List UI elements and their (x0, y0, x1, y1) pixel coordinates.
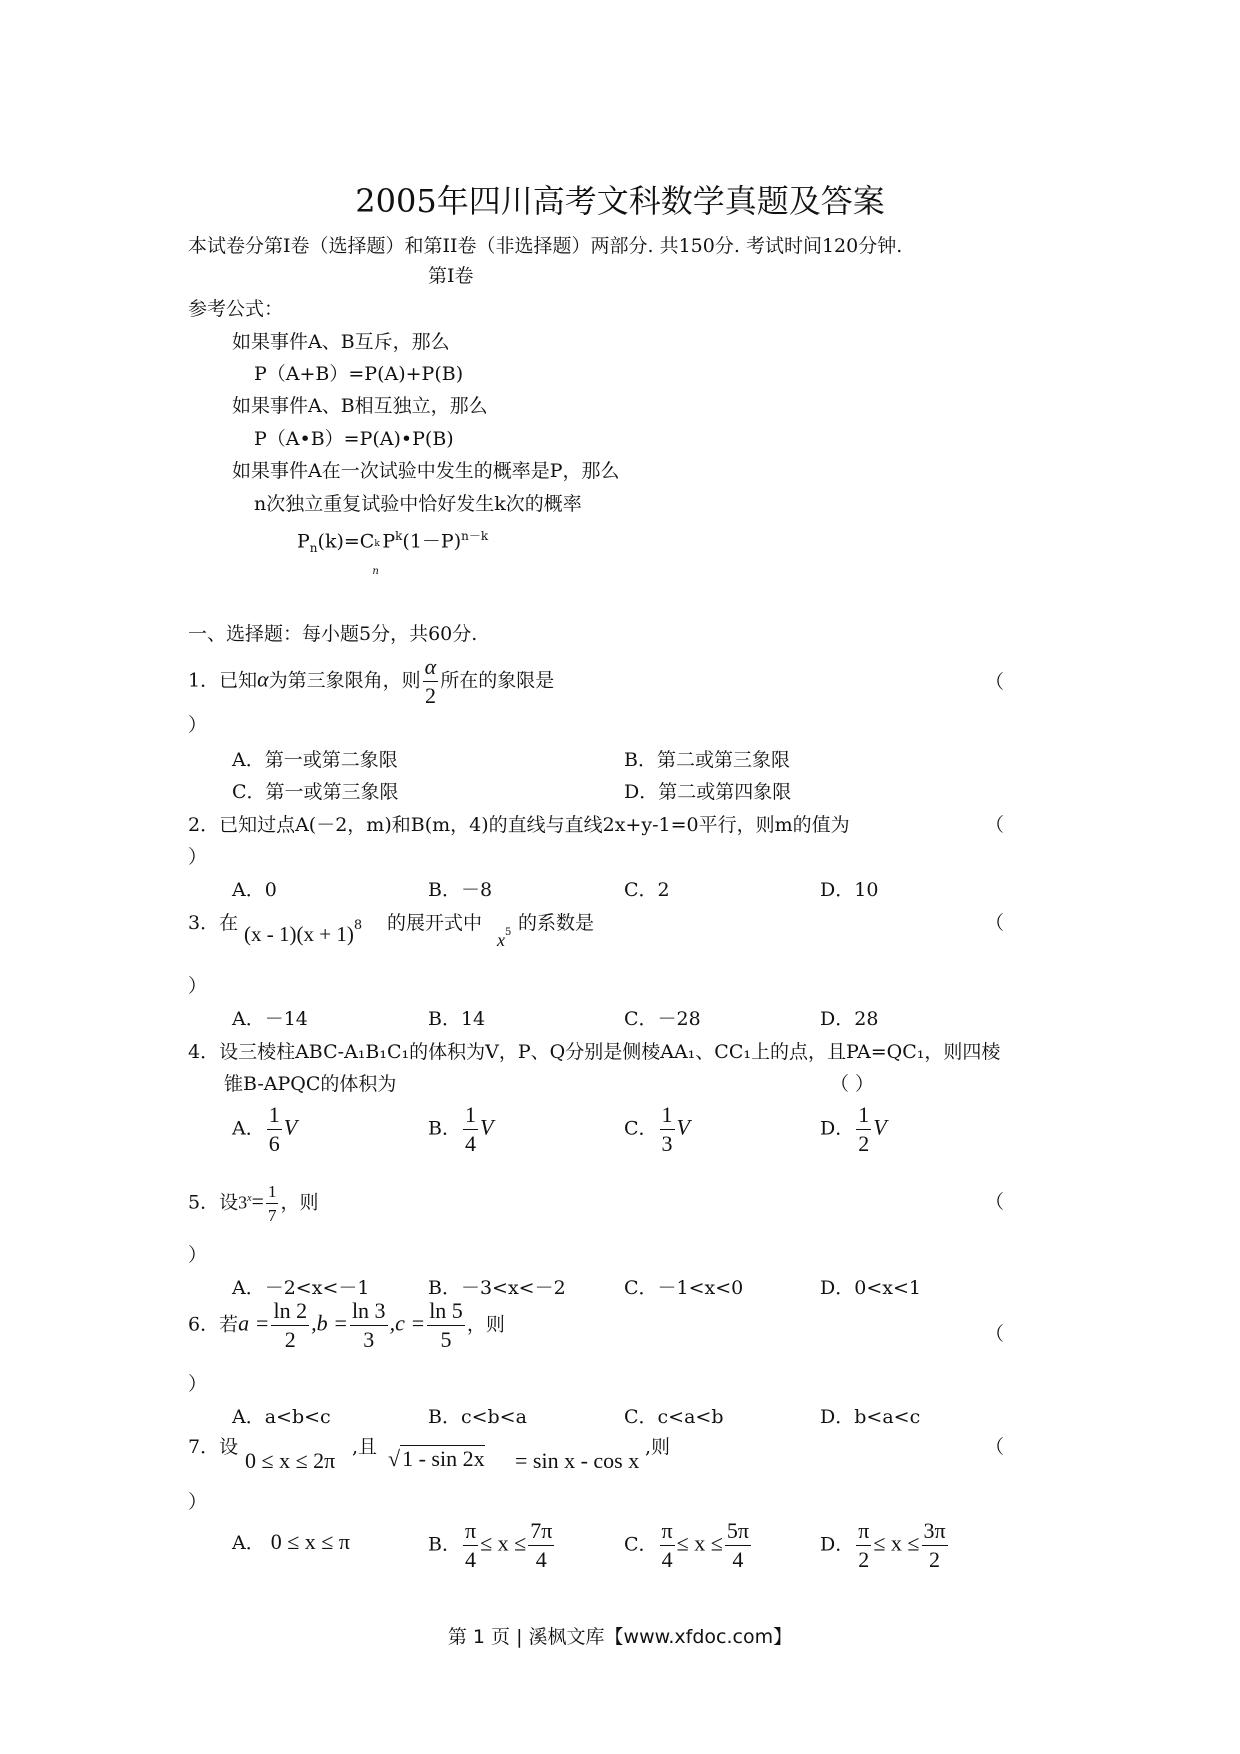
option-c: C．－1<x<0 (624, 1277, 744, 1299)
option-c (624, 1520, 753, 1571)
numerator: π (856, 1520, 871, 1546)
option-d: D．10 (820, 879, 879, 901)
question-text: 1．已知 (188, 669, 258, 692)
question-7-pre: 7．设 (188, 1436, 239, 1458)
denominator: 2 (929, 1547, 941, 1572)
option-label: D． (820, 1117, 855, 1140)
option-label: B． (428, 1117, 461, 1140)
denominator: 4 (661, 1547, 673, 1572)
option-label: C． (624, 1533, 658, 1556)
denominator: 6 (268, 1131, 280, 1156)
numerator: α (423, 656, 439, 682)
question-1-stem (188, 656, 554, 707)
fraction (856, 1520, 871, 1571)
option-d (820, 1520, 950, 1571)
denominator: 4 (465, 1547, 477, 1572)
option-b (428, 1104, 493, 1155)
option-d: D．第二或第四象限 (624, 781, 792, 803)
option-a: A．－14 (232, 1008, 308, 1030)
denominator: 5 (440, 1327, 452, 1352)
denominator: 3 (363, 1327, 375, 1352)
math-expression (497, 926, 512, 951)
fraction (463, 1104, 478, 1155)
formula-text: (1－P) (402, 530, 462, 553)
formula-line: 如果事件A、B互斥，那么 (232, 331, 450, 353)
math-symbol: V (283, 1114, 298, 1140)
math-exponent: 5 (505, 926, 512, 938)
denominator: 4 (464, 1131, 476, 1156)
math-text: ≤ x ≤ (676, 1530, 723, 1556)
answer-paren-close: ） (188, 975, 208, 997)
question-7-end: ,则 (645, 1436, 671, 1458)
option-d (820, 1104, 887, 1155)
option-a: A．－2<x<－1 (232, 1277, 370, 1299)
question-4-line1: 4．设三棱柱ABC-A₁B₁C₁的体积为V，P、Q分别是侧棱AA₁、CC₁上的点，且PA=QC₁，则四棱 (188, 1041, 1001, 1063)
math-text: ≤ x ≤ (873, 1530, 920, 1556)
part-heading: 第I卷 (428, 265, 474, 287)
answer-paren-open: （ (985, 1191, 1005, 1213)
option-a: A．第一或第二象限 (232, 749, 398, 771)
math-text: x (497, 930, 505, 950)
denominator: 4 (535, 1547, 547, 1572)
numerator: 1 (856, 1104, 871, 1130)
fraction (856, 1104, 871, 1155)
math-symbol: V (676, 1114, 690, 1140)
denominator: 2 (284, 1327, 296, 1352)
denominator: 3 (661, 1131, 673, 1156)
question-text: 为第三象限角，则 (268, 669, 421, 692)
denominator: 7 (267, 1206, 277, 1225)
intro-text: 本试卷分第I卷（选择题）和第II卷（非选择题）两部分. 共150分. 考试时间120分钟. (188, 235, 903, 257)
option-c: C．c<a<b (624, 1406, 724, 1428)
formula-line: n次独立重复试验中恰好发生k次的概率 (254, 493, 582, 515)
option-a: A．0 (232, 879, 277, 901)
section-heading: 一、选择题：每小题5分，共60分. (188, 623, 478, 645)
math-text: a = (238, 1310, 270, 1336)
question-5-stem (188, 1183, 318, 1224)
formula-line: P（A•B）=P(A)•P(B) (254, 428, 454, 450)
answer-paren-close: ） (188, 1491, 208, 1513)
math-text: ,c = (389, 1310, 426, 1336)
math-expression: 0 ≤ x ≤ 2π (245, 1448, 336, 1473)
formula-text: (k)=C (317, 530, 375, 553)
question-3-mid: 的展开式中 (387, 912, 483, 934)
option-a: A．a<b<c (232, 1406, 331, 1428)
option-b: B．第二或第三象限 (624, 749, 790, 771)
numerator: ln 2 (271, 1300, 309, 1326)
answer-paren-close: ） (188, 1373, 208, 1395)
page-footer: 第 1 页 | 溪枫文库【www.xfdoc.com】 (447, 1626, 793, 1648)
math-text: = (251, 1188, 264, 1214)
question-7-mid: ,且 (352, 1436, 378, 1458)
option-b: B．14 (428, 1008, 486, 1030)
question-3-end: 的系数是 (518, 912, 595, 934)
option-label: A． (232, 1532, 265, 1554)
fraction (423, 656, 439, 707)
option-d: D．28 (820, 1008, 879, 1030)
question-text: ，则 (280, 1191, 319, 1214)
question-2-stem: 2．已知过点A(－2，m)和B(m，4)的直线与直线2x+y-1=0平行，则m的值为 (188, 814, 850, 836)
option-c: C．2 (624, 879, 670, 901)
question-text: 所在的象限是 (440, 669, 555, 692)
numerator: 7π (528, 1520, 554, 1546)
fraction (271, 1300, 309, 1351)
option-b: B．－3<x<－2 (428, 1277, 566, 1299)
answer-paren: （ ） (830, 1073, 875, 1095)
option-label: D． (820, 1533, 855, 1556)
fraction (266, 1183, 279, 1224)
formula-text: n (372, 566, 379, 578)
answer-paren-open: （ (985, 1323, 1005, 1345)
fraction (922, 1520, 948, 1571)
question-text: 5．设 (188, 1191, 239, 1214)
option-b (428, 1520, 556, 1571)
math-text: 1 - sin 2x (402, 1446, 485, 1471)
numerator: ln 5 (427, 1300, 465, 1326)
formula-text: k (395, 529, 403, 543)
fraction (528, 1520, 554, 1571)
fraction (427, 1300, 465, 1351)
answer-paren-close: ） (188, 846, 208, 868)
numerator: 3π (922, 1520, 948, 1546)
numerator: 5π (725, 1520, 751, 1546)
math-exponent: 8 (353, 917, 363, 933)
option-c: C．第一或第三象限 (232, 781, 399, 803)
formula-text: k (374, 539, 380, 550)
math-text: ≤ x ≤ (480, 1530, 527, 1556)
math-text: (x - 1)(x + 1) (244, 922, 354, 946)
numerator: 1 (267, 1104, 282, 1130)
numerator: 1 (463, 1104, 478, 1130)
question-3-pre: 3．在 (188, 912, 239, 934)
question-6-stem (188, 1300, 505, 1351)
option-a (232, 1530, 350, 1555)
question-text: 6．若 (188, 1313, 239, 1336)
fraction (660, 1520, 675, 1571)
math-symbol: α (257, 666, 269, 692)
answer-paren-open: （ (985, 671, 1005, 693)
math-symbol: V (479, 1114, 494, 1140)
option-d: D．b<a<c (820, 1406, 921, 1428)
option-label: B． (428, 1533, 461, 1556)
numerator: 1 (266, 1183, 279, 1204)
fraction (660, 1104, 675, 1155)
formula-line: 如果事件A、B相互独立，那么 (232, 395, 488, 417)
option-d: D．0<x<1 (820, 1277, 921, 1299)
numerator: π (463, 1520, 478, 1546)
denominator: 2 (424, 683, 436, 708)
math-text: 0 ≤ x ≤ π (270, 1529, 350, 1554)
option-c (624, 1104, 690, 1155)
page-title: 2005年四川高考文科数学真题及答案 (355, 182, 885, 220)
denominator: 2 (858, 1131, 870, 1156)
option-label: A． (232, 1117, 265, 1140)
answer-paren-close: ） (188, 1244, 208, 1266)
sqrt-icon: √ (388, 1446, 401, 1471)
formula-text: P (382, 530, 396, 553)
formula-line: 如果事件A在一次试验中发生的概率是P，那么 (232, 460, 620, 482)
formula-line: P（A+B）=P(A)+P(B) (254, 363, 464, 385)
option-b: B．－8 (428, 879, 493, 901)
numerator: π (660, 1520, 675, 1546)
math-expression: = sin x - cos x (515, 1448, 640, 1473)
fraction (267, 1104, 282, 1155)
option-a (232, 1104, 297, 1155)
formula-text: n (309, 541, 318, 556)
numerator: 1 (660, 1104, 675, 1130)
math-exponent: x (247, 1193, 252, 1205)
formula-text: n－k (461, 529, 489, 543)
denominator: 4 (732, 1547, 744, 1572)
math-expression (244, 917, 363, 947)
formula-text: P (297, 530, 310, 553)
denominator: 2 (858, 1547, 870, 1572)
math-text: 3 (238, 1192, 248, 1213)
formula-heading: 参考公式： (188, 298, 284, 320)
math-symbol: V (873, 1114, 887, 1140)
math-expression (388, 1446, 485, 1472)
question-4-line2: 锥B-APQC的体积为 (224, 1073, 397, 1095)
question-text: ，则 (466, 1313, 505, 1336)
binomial-formula (297, 524, 489, 578)
option-c: C．－28 (624, 1008, 701, 1030)
answer-paren-open: （ (985, 814, 1005, 836)
fraction (350, 1300, 388, 1351)
option-b: B．c<b<a (428, 1406, 527, 1428)
math-text: ,b = (311, 1310, 348, 1336)
option-label: C． (624, 1117, 658, 1140)
fraction (725, 1520, 751, 1571)
fraction (463, 1520, 478, 1571)
answer-paren-close: ） (188, 714, 208, 736)
answer-paren-open: （ (985, 912, 1005, 934)
numerator: ln 3 (350, 1300, 388, 1326)
answer-paren-open: （ (985, 1436, 1005, 1458)
